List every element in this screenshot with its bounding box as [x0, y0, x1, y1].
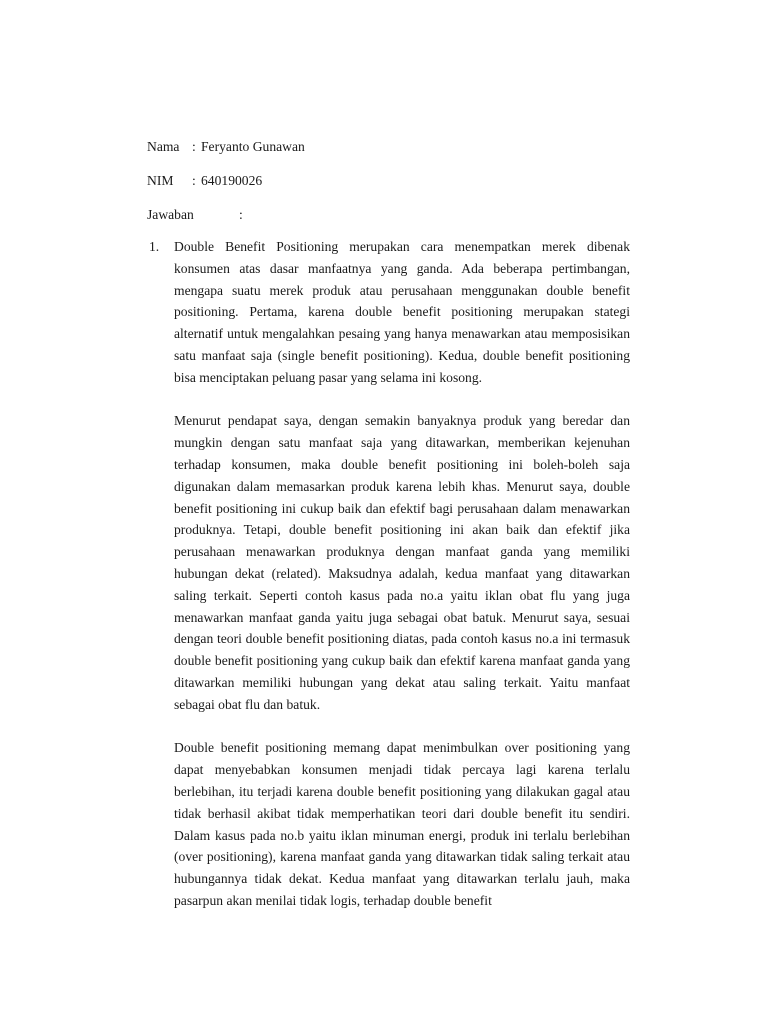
- paragraph: Double Benefit Positioning merupakan cara menempatkan merek dibenak konsumen atas dasar manfaatnya yang ganda. Ada beberapa pertimbangan, mengapa suatu merek produk atau perusahaan menggunakan double benefit positioning. Pertama, karena double benefit positioning merupakan stategi alternatif untuk mengalahkan pesaing yang hanya menawarkan atau memposisikan satu manfaat saja (single benefit positioning). Kedua, double benefit positioning bisa menciptakan peluang pasar yang selama ini kosong.: [174, 239, 630, 385]
- nim-value: 640190026: [201, 173, 263, 188]
- paragraph: Double benefit positioning memang dapat menimbulkan over positioning yang dapat menyebabkan konsumen menjadi tidak percaya lagi karena terlalu berlebihan, itu terjadi karena double benefit positioning yang dilakukan gagal atau tidak berhasil akibat tidak memperhatikan teori dari double benefit itu sendiri. Dalam kasus pada no.b yaitu iklan minuman energi, produk ini terlalu berlebihan (over positioning), karena manfaat ganda yang ditawarkan tidak saling terkait atau hubungannya tidak dekat. Kedua manfaat yang ditawarkan terlalu jauh, maka pasarpun akan menilai tidak logis, terhadap double benefit: [174, 740, 630, 908]
- nim-separator: :: [192, 173, 196, 188]
- paragraph: Menurut pendapat saya, dengan semakin banyaknya produk yang beredar dan mungkin dengan satu manfaat saja yang ditawarkan, memberikan kejenuhan terhadap konsumen, maka double benefit positioning ini boleh-boleh saja digunakan dalam memasarkan produk karena lebih khas. Menurut saya, double benefit positioning ini cukup baik dan efektif bagi perusahaan dalam menawarkan produknya. Tetapi, double benefit positioning ini akan baik dan efektif jika perusahaan menawarkan produknya dengan manfaat ganda yang memiliki hubungan dekat (related). Maksudnya adalah, kedua manfaat yang ditawarkan saling terkait. Seperti contoh kasus pada no.a yaitu iklan obat flu yang juga menawarkan manfaat ganda yaitu juga sebagai obat batuk. Menurut saya, sesuai dengan teori double benefit positioning diatas, pada contoh kasus no.a ini termasuk double benefit positioning yang cukup baik dan efektif karena manfaat ganda yang ditawarkan memiliki hubungan yang dekat atau saling terkait. Yaitu manfaat sebagai obat flu dan batuk.: [174, 413, 630, 712]
- nama-separator: :: [192, 139, 196, 154]
- jawaban-separator: :: [239, 207, 243, 222]
- nama-value: Feryanto Gunawan: [201, 139, 305, 154]
- field-nim: [147, 171, 262, 191]
- nama-label: Nama: [147, 139, 180, 154]
- nim-label: NIM: [147, 173, 174, 188]
- field-nama: [147, 137, 305, 157]
- field-jawaban: [147, 205, 243, 225]
- list-number: 1.: [149, 239, 160, 254]
- answer-body: [174, 236, 630, 934]
- jawaban-label: Jawaban: [147, 207, 194, 222]
